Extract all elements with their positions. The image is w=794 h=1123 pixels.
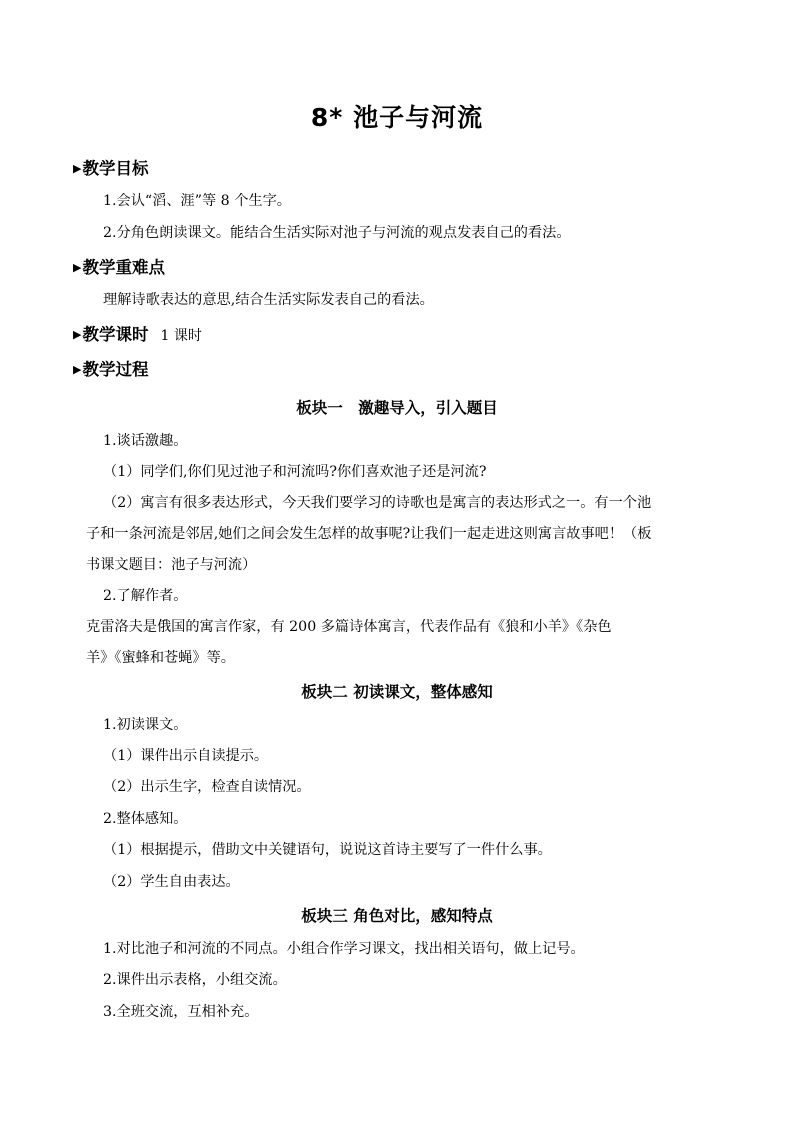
block-1-line-3a: （2）寓言有很多表达形式，今天我们要学习的诗歌也是寓言的表达形式之一。有一个池 xyxy=(103,495,652,511)
section-hours-heading xyxy=(73,321,202,345)
block-1-line-5b: 羊》《蜜蜂和苍蝇》等。 xyxy=(86,650,235,666)
section-difficulties-heading xyxy=(73,254,165,278)
block-2-line-6: （2）学生自由表达。 xyxy=(103,874,240,890)
block-2-title: 板块二 初读课文，整体感知 xyxy=(301,683,493,701)
block-1-line-2: （1）同学们,你们见过池子和河流吗?你们喜欢池子还是河流? xyxy=(103,464,487,480)
section-process-label: 教学过程 xyxy=(82,360,149,379)
block-1-line-3c: 书课文题目：池子与河流） xyxy=(86,557,257,573)
lesson-title: 8* 池子与河流 xyxy=(310,103,484,132)
section-goals-label: 教学目标 xyxy=(82,159,149,178)
triangle-bullet-icon: ▶ xyxy=(73,363,82,376)
block-1-line-5a: 克雷洛夫是俄国的寓言作家，有 200 多篇诗体寓言，代表作品有《狼和小羊》《杂色 xyxy=(86,619,612,635)
block-2-line-2: （1）课件出示自读提示。 xyxy=(103,748,269,764)
goal-line-1: 1.会认“滔、涯”等 8 个生字。 xyxy=(103,193,291,209)
difficulties-line: 理解诗歌表达的意思,结合生活实际发表自己的看法。 xyxy=(103,292,434,308)
block-1-line-3b: 子和一条河流是邻居,她们之间会发生怎样的故事呢?让我们一起走进这则寓言故事吧！（板 xyxy=(86,526,652,542)
block-3-line-1: 1.对比池子和河流的不同点。小组合作学习课文，找出相关语句，做上记号。 xyxy=(103,941,585,957)
block-1-title: 板块一 激趣导入，引入题目 xyxy=(296,399,498,417)
section-goals-heading xyxy=(73,155,148,179)
triangle-bullet-icon: ▶ xyxy=(73,328,82,341)
block-2-line-5: （1）根据提示，借助文中关键语句，说说这首诗主要写了一件什么事。 xyxy=(103,842,552,858)
block-3-line-3: 3.全班交流，互相补充。 xyxy=(103,1004,259,1020)
block-1-line-4: 2.了解作者。 xyxy=(103,588,188,604)
block-2-line-4: 2.整体感知。 xyxy=(103,811,188,827)
section-hours-label: 教学课时 xyxy=(82,325,149,344)
section-difficulties-label: 教学重难点 xyxy=(82,258,165,277)
block-1-line-1: 1.谈话激趣。 xyxy=(103,433,188,449)
block-2-line-3: （2）出示生字，检查自读情况。 xyxy=(103,779,311,795)
hours-value: 1 课时 xyxy=(160,328,202,344)
block-3-title: 板块三 角色对比，感知特点 xyxy=(301,907,493,925)
block-2-line-1: 1.初读课文。 xyxy=(103,717,188,733)
section-process-heading xyxy=(73,356,148,380)
goal-line-2: 2.分角色朗读课文。能结合生活实际对池子与河流的观点发表自己的看法。 xyxy=(103,225,571,241)
triangle-bullet-icon: ▶ xyxy=(73,162,82,175)
triangle-bullet-icon: ▶ xyxy=(73,261,82,274)
block-3-line-2: 2.课件出示表格，小组交流。 xyxy=(103,972,287,988)
